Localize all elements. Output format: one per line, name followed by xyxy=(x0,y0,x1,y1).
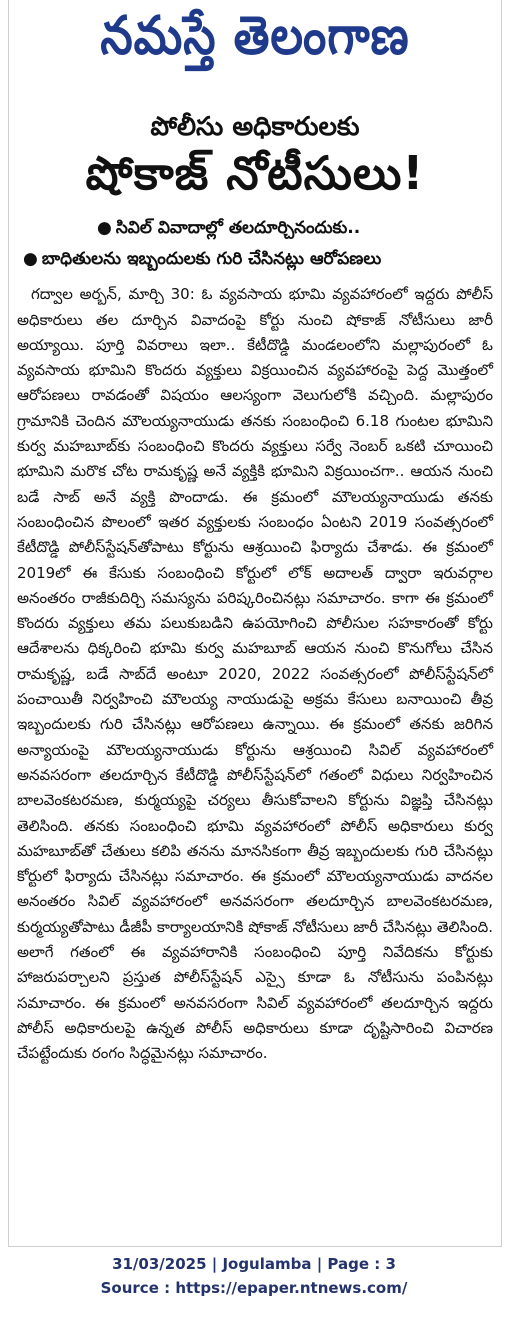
masthead xyxy=(9,0,501,84)
newspaper-clipping xyxy=(8,0,502,1247)
bullet-icon: ● xyxy=(97,217,112,238)
subhead-text: బాధితులను ఇబ్బందులకు గురి చేసినట్లు ఆరోపణలు xyxy=(41,249,382,270)
footer-edition-line: 31/03/2025 | Jogulamba | Page : 3 xyxy=(112,1255,396,1273)
article-kicker: పోలీసు అధికారులకు xyxy=(150,112,360,142)
page-footer xyxy=(0,1252,508,1300)
article-headline: షోకాజ్ నోటీసులు! xyxy=(85,146,425,201)
article-subhead-2 xyxy=(9,248,501,272)
masthead-logo: నమస్తే తెలంగాణ xyxy=(100,4,410,67)
article-body: గద్వాల అర్బన్, మార్చి 30: ఓ వ్యవసాయ భూమి వ్యవహారంలో ఇద్దరు పోలీస్ అధికారులు తల దూర్చిన వివాదంపై కోర్టు నుంచి షోకాజ్ నోటీసులు జారీ అయ్యాయి. పూర్తి వివరాలు ఇలా.. కేటీదొడ్డి మండలంలోని మల్లాపురంలో ఓ వ్యవసాయ భూమిని కొందరు వ్యక్తులు విక్రయించిన వ్యవహారంపై పెద్ద మొత్తంలో ఆరోపణలు రావడంతో విషయం ఆలస్యంగా వెలుగులోకి వచ్చింది. మల్లాపురం గ్రామానికి చెందిన మౌలయ్యనాయుడు తనకు సంబంధించి 6.18 గుంటల భూమిని కుర్వ మహబూబ్‌కు సంబంధించి కొందరు వ్యక్తులు సర్వే నెంబర్ ఒకటి చూయించి భూమిని మరొక చోట రామకృష్ణ అనే వ్యక్తికి భూమిని విక్రయించగా.. ఆయన నుంచి బడే సాబ్ అనే వ్యక్తి పొందాడు. ఈ క్రమంలో మౌలయ్యనాయుడు తనకు సంబంధించిన పొలంలో ఇతర వ్యక్తులకు సంబంధం ఏంటని 2019 సంవత్సరంలో కేటీదొడ్డి పోలీస్‌స్టేషన్‌తోపాటు కోర్టును ఆశ్రయించి ఫిర్యాదు చేశాడు. ఈ క్రమంలో 2019లో ఈ కేసుకు సంబంధించి కోర్టులో లోక్ అదాలత్ ద్వారా ఇరువర్గాల అనంతరం రాజీకుదిర్చి సమస్యను పరిష్కరించినట్లు సమాచారం. కాగా ఈ క్రమంలో కొందరు వ్యక్తులు తమ పలుకుబడిని ఉపయోగించి పోలీసుల సహకారంతో కోర్టు ఆదేశాలను ధిక్కరించి భూమి కుర్వ మహబూబ్ ఆయన నుంచి కొనుగోలు చేసిన రామకృష్ణ, బడే సాబ్‌దే అంటూ 2020, 2022 సంవత్సరంలో పోలీస్‌స్టేషన్‌లో పంచాయితీ నిర్వహించి మౌలయ్య నాయుడుపై అక్రమ కేసులు బనాయించి తీవ్ర ఇబ్బందులకు గురి చేసినట్లు ఆరోపణలు ఉన్నాయి. ఈ క్రమంలో తనకు జరిగిన అన్యాయంపై మౌలయ్యనాయుడు కోర్టును ఆశ్రయించి సివిల్ వ్యవహారంలో అనవసరంగా తలదూర్చిన కేటీదొడ్డి పోలీస్‌స్టేషన్‌లో గతంలో విధులు నిర్వహించిన బాలవెంకటరమణ, కుర్మయ్యపై చర్యలు తీసుకోవాలని కోర్టును విజ్ఞప్తి చేసినట్లు తెలిసింది. తనకు సంబంధించి భూమి వ్యవహారంలో పోలీస్ అధికారులు కుర్వ మహబూబ్‌తో చేతులు కలిపి తనను మానసికంగా తీవ్ర ఇబ్బందులకు గురి చేసినట్లు కోర్టులో ఫిర్యాదు చేసినట్లు సమాచారం. ఈ క్రమంలో మౌలయ్యనాయుడు వాదనల అనంతరం సివిల్ వ్యవహారంలో అనవసరంగా తలదూర్చిన బాలవెంకటరమణ, కుర్మయ్యతోపాటు డీజీపీ కార్యాలయానికి షోకాజ్ నోటీసులు జారీ చేసినట్లు తెలిసింది. అలాగే గతంలో ఈ వ్యవహారానికి సంబంధించి పూర్తి నివేదికను కోర్టుకు హాజరుపర్చాలని ప్రస్తుత పోలీస్‌స్టేషన్ ఎస్సై కూడా ఓ నోటీసును పంపినట్లు సమాచారం. ఈ క్రమంలో అనవసరంగా సివిల్ వ్యవహారంలో తలదూర్చిన ఇద్దరు పోలీస్ అధికారులపై ఉన్నత పోలీస్ అధికారులు కూడా దృష్టిసారించి విచారణ చేపట్టేందుకు రంగం సిద్ధమైనట్లు సమాచారం. xyxy=(17,285,493,1063)
footer-source-line: Source : https://epaper.ntnews.com/ xyxy=(100,1279,408,1297)
bullet-icon: ● xyxy=(23,249,38,270)
subhead-text: సివిల్ వివాదాల్లో తలదూర్చినందుకు.. xyxy=(115,217,361,238)
article-subhead-1 xyxy=(9,217,501,241)
